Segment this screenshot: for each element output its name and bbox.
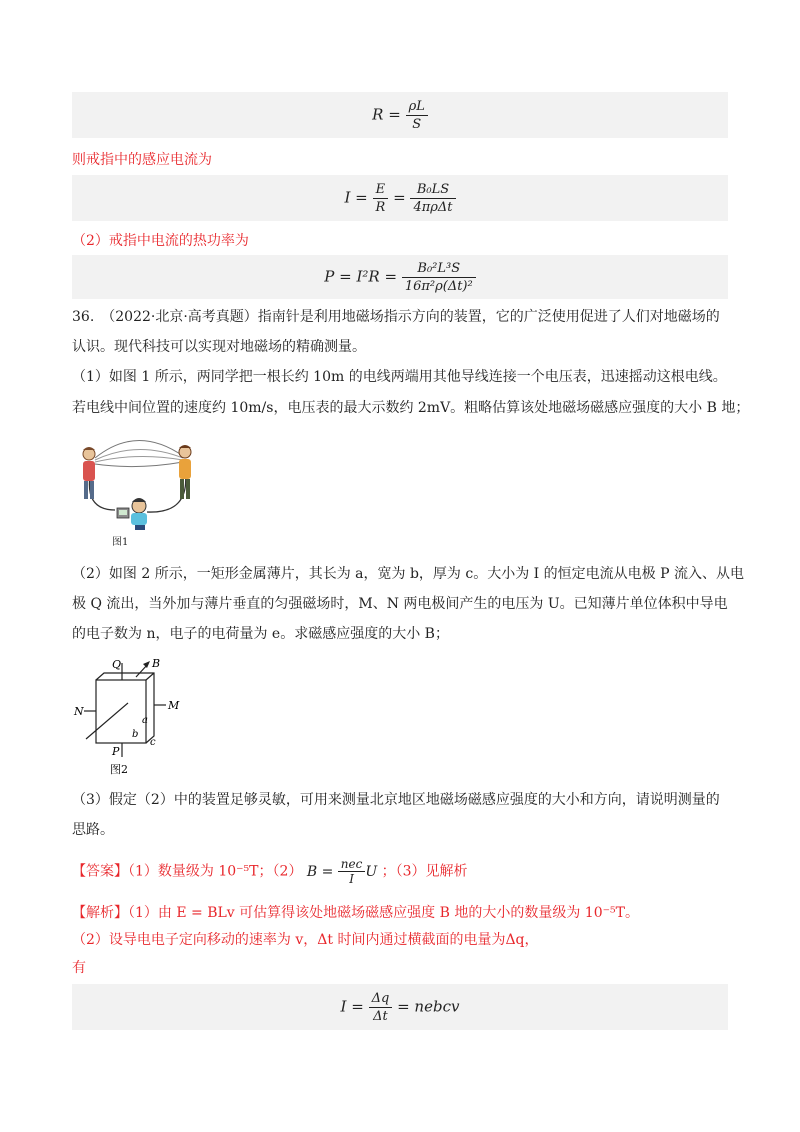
analysis-line3: 有 — [72, 960, 86, 976]
equation-current — [72, 181, 728, 216]
eq2-fraction-2 — [410, 181, 455, 216]
eq4-rhs: = nebcv — [397, 997, 460, 1016]
eq1-num: ρL — [406, 98, 428, 116]
q36-p2-line3: 的电子数为 n，电子的电荷量为 e。求磁感应强度的大小 B； — [72, 626, 449, 642]
label-a: a — [142, 715, 148, 726]
eq3-den: 16π²ρ(Δt)² — [404, 279, 473, 294]
eq3-num: B₀²L³S — [402, 260, 476, 278]
equation-band-current — [72, 175, 728, 221]
answer-part3: ；（3）见解析 — [381, 863, 468, 880]
eq2-f1-num: E — [373, 181, 389, 199]
q36-line2: 认识。现代科技可以实现对地磁场的精确测量。 — [72, 339, 366, 355]
label-N: N — [74, 705, 84, 718]
answer-formula-den: I — [349, 872, 354, 886]
label-b: b — [132, 729, 139, 740]
q36-p1-line2: 若电线中间位置的速度约 10m/s，电压表的最大示数约 2mV。粗略估算该处地磁场磁感应强度的大小 B 地； — [72, 400, 750, 416]
q36-p1-line1: （1）如图 1 所示，两同学把一根长约 10m 的电线两端用其他导线连接一个电压表，迅速摇动这根电线。 — [72, 369, 727, 385]
eq2-lhs: I = — [344, 188, 368, 207]
equation-band-power — [72, 255, 728, 299]
answer-formula — [306, 857, 382, 886]
equation-charge — [72, 990, 728, 1025]
eq1-fraction — [406, 98, 428, 133]
label-B: B — [152, 657, 161, 670]
equation-power — [72, 260, 728, 295]
analysis-line1-text: （1）由 E = BLv 可估算得该处地磁场磁感应强度 B 地的大小的数量级为 10⁻⁵T。 — [128, 905, 639, 921]
equation-band-resistance — [72, 92, 728, 138]
line-current: 则戒指中的感应电流为 — [72, 152, 212, 168]
analysis-line1 — [72, 903, 639, 923]
analysis-line2: （2）设导电电子定向移动的速率为 v，Δt 时间内通过横截面的电量为Δq， — [72, 932, 539, 948]
equation-resistance — [72, 98, 728, 133]
eq2-f2-den: 4πρΔt — [413, 200, 453, 215]
label-Q: Q — [112, 658, 122, 671]
eq4-den: Δt — [373, 1009, 388, 1024]
eq2-mid: = — [393, 188, 406, 207]
answer-formula-fraction — [338, 857, 366, 886]
line-power: （2）戒指中电流的热功率为 — [72, 233, 249, 249]
figure-1-caption: 图1 — [112, 537, 129, 548]
eq4-lhs: I = — [340, 997, 364, 1016]
q36-p3-line1: （3）假定（2）中的装置足够灵敏，可用来测量北京地区地磁场磁感应强度的大小和方向，请说明测量的 — [72, 792, 720, 808]
equation-band-charge — [72, 984, 728, 1030]
q36-line1: 36. （2022·北京·高考真题）指南针是利用地磁场指示方向的装置，它的广泛使用促进了人们对地磁场的 — [72, 309, 720, 325]
eq2-f1-den: R — [375, 200, 386, 215]
figure-1-illustration — [75, 430, 200, 550]
answer-tag: 【答案】 — [72, 863, 128, 880]
answer-part1: （1）数量级为 10⁻⁵T；（2） — [128, 863, 303, 880]
label-P: P — [112, 745, 120, 758]
eq1-lhs: R = — [372, 105, 401, 124]
q36-p2-line2: 极 Q 流出，当外加与薄片垂直的匀强磁场时，M、N 两电极间产生的电压为 U。已知薄片单位体积中导电 — [72, 596, 728, 612]
analysis-tag: 【解析】 — [72, 905, 128, 921]
label-c: c — [150, 737, 156, 748]
answer-line — [72, 857, 468, 886]
eq3-lhs: P = I²R = — [324, 267, 398, 286]
q36-p2-line1: （2）如图 2 所示，一矩形金属薄片，其长为 a，宽为 b，厚为 c。大小为 I 的恒定电流从电极 P 流入、从电 — [72, 566, 744, 582]
eq1-den: S — [412, 117, 422, 132]
label-M: M — [168, 699, 180, 712]
eq4-num: Δq — [369, 990, 393, 1008]
eq4-fraction — [369, 990, 393, 1025]
q36-p3-line2: 思路。 — [72, 822, 114, 838]
figure-2-diagram — [72, 655, 192, 780]
eq2-f2-num: B₀LS — [410, 181, 455, 199]
answer-formula-num: nec — [338, 857, 366, 872]
figure-2-caption: 图2 — [110, 763, 128, 776]
answer-formula-lhs: B = — [306, 863, 334, 880]
eq3-fraction — [402, 260, 476, 295]
eq2-fraction-1 — [373, 181, 389, 216]
answer-formula-rhs: U — [365, 863, 378, 880]
